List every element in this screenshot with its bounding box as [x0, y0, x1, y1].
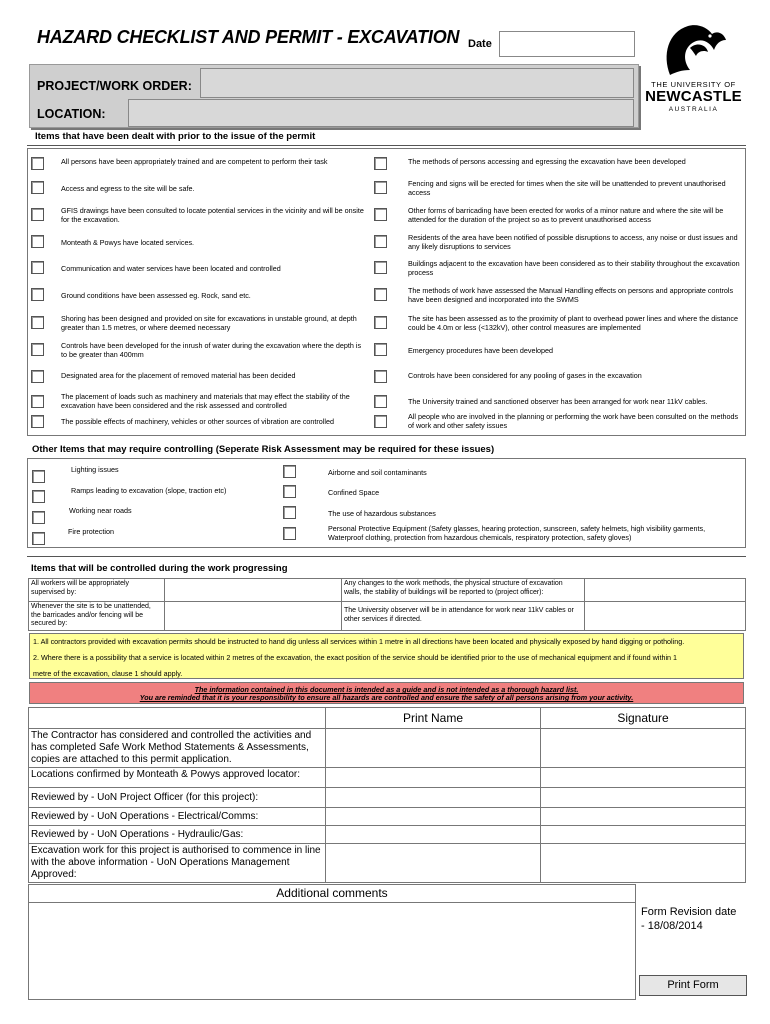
- supervised-field[interactable]: [165, 579, 342, 602]
- note-3: metre of the excavation, clause 1 should apply.: [33, 669, 183, 678]
- checklist-item-left-10: The placement of loads such as machinery and materials that may effect the stability of the excavation have been considered and the risk assessed and controlled: [61, 392, 350, 410]
- print-name-field[interactable]: [326, 844, 541, 883]
- checkbox-right-4[interactable]: [374, 235, 387, 248]
- date-field[interactable]: [499, 31, 635, 57]
- checkbox-left-1[interactable]: [31, 157, 44, 170]
- checklist-item-left-5: Communication and water services have been located and controlled: [61, 263, 281, 273]
- other-checkbox-right-2[interactable]: [283, 485, 296, 498]
- other-checkbox-left-2[interactable]: [32, 490, 45, 503]
- checkbox-right-10[interactable]: [374, 395, 387, 408]
- checklist-item-right-3: Other forms of barricading have been erected for works of a minor nature and where the site will be attended for the duration of the project so as to prevent unauthorised access: [408, 206, 724, 224]
- checkbox-left-8[interactable]: [31, 343, 44, 356]
- other-item-left-2: Ramps leading to excavation (slope, traction etc): [71, 486, 227, 495]
- signature-field[interactable]: [541, 808, 746, 826]
- project-field[interactable]: [200, 68, 634, 98]
- signoff-row-project-officer: Reviewed by - UoN Project Officer (for this project):: [29, 788, 326, 808]
- other-checkbox-right-3[interactable]: [283, 506, 296, 519]
- checkbox-left-7[interactable]: [31, 316, 44, 329]
- project-label: PROJECT/WORK ORDER:: [37, 79, 192, 93]
- location-field[interactable]: [128, 99, 634, 127]
- signoff-row-contractor: The Contractor has considered and controlled the activities and has completed Safe Work Method Statements & Assessments, copies are attached to this permit application.: [29, 729, 326, 768]
- print-name-field[interactable]: [326, 826, 541, 844]
- checkbox-left-2[interactable]: [31, 181, 44, 194]
- checkbox-left-3[interactable]: [31, 208, 44, 221]
- revision-date: [641, 905, 736, 933]
- signature-field[interactable]: [541, 768, 746, 788]
- checkbox-right-6[interactable]: [374, 288, 387, 301]
- logo-line2: NEWCASTLE: [645, 88, 742, 105]
- checklist-item-right-9: Controls have been considered for any pooling of gases in the excavation: [408, 370, 642, 380]
- signoff-row-hydraulic: Reviewed by - UoN Operations - Hydraulic/Gas:: [29, 826, 326, 844]
- other-item-right-4: Personal Protective Equipment (Safety glasses, hearing protection, sunscreen, safety helmets, high visibility garments, Waterproof clothing, protection from hazardous chemicals, respiratory protection, safety gloves): [328, 524, 706, 542]
- checklist-item-left-4: Monteath & Powys have located services.: [61, 237, 195, 247]
- supervised-label: All workers will be appropriately supervised by:: [29, 579, 165, 602]
- observer-label: The University observer will be in attendance for work near 11kV cables or other services if directed.: [342, 602, 585, 631]
- comments-field[interactable]: [29, 903, 635, 999]
- checkbox-right-8[interactable]: [374, 343, 387, 356]
- other-checkbox-left-1[interactable]: [32, 470, 45, 483]
- unattended-field[interactable]: [165, 602, 342, 631]
- comments-heading: Additional comments: [29, 885, 635, 903]
- observer-field[interactable]: [585, 602, 746, 631]
- changes-field[interactable]: [585, 579, 746, 602]
- checklist-item-left-8: Controls have been developed for the inrush of water during the excavation where the depth is to be greater than 400mm: [61, 341, 362, 359]
- checklist-item-left-6: Ground conditions have been assessed eg. Rock, sand etc.: [61, 290, 251, 300]
- other-checkbox-right-1[interactable]: [283, 465, 296, 478]
- warning-line1: The information contained in this document is intended as a guide and is not intended as a thorough hazard list.: [194, 685, 579, 694]
- checklist-item-right-1: The methods of persons accessing and egressing the excavation have been developed: [408, 157, 686, 166]
- signature-field[interactable]: [541, 729, 746, 768]
- logo-line1: THE UNIVERSITY OF: [651, 80, 736, 89]
- section2-heading: Other Items that may require controlling (Seperate Risk Assessment may be required for these issues): [32, 444, 495, 455]
- date-label: Date: [468, 38, 492, 50]
- university-logo-icon: [660, 20, 730, 82]
- print-name-field[interactable]: [326, 768, 541, 788]
- signoff-row-locator: Locations confirmed by Monteath & Powys approved locator:: [29, 768, 326, 788]
- checkbox-right-2[interactable]: [374, 181, 387, 194]
- signature-header: Signature: [541, 708, 746, 729]
- other-checkbox-right-4[interactable]: [283, 527, 296, 540]
- section1-heading: Items that have been dealt with prior to the issue of the permit: [35, 131, 316, 142]
- print-name-field[interactable]: [326, 729, 541, 768]
- checkbox-right-5[interactable]: [374, 261, 387, 274]
- project-header-box: [29, 64, 639, 128]
- checklist-item-left-2: Access and egress to the site will be safe.: [61, 183, 195, 193]
- location-label: LOCATION:: [37, 107, 106, 121]
- checklist-item-right-11: All people who are involved in the planning or performing the work have been consulted on the methods of work and other safety issues: [408, 412, 739, 430]
- page-title: HAZARD CHECKLIST AND PERMIT - EXCAVATION: [37, 27, 460, 47]
- print-form-button[interactable]: Print Form: [639, 975, 747, 996]
- checkbox-right-11[interactable]: [374, 415, 387, 428]
- checkbox-right-3[interactable]: [374, 208, 387, 221]
- checklist-item-right-10: The University trained and sanctioned observer has been arranged for work near 11kV cables.: [408, 396, 708, 406]
- checkbox-left-6[interactable]: [31, 288, 44, 301]
- signoff-table: [28, 707, 746, 883]
- signature-field[interactable]: [541, 826, 746, 844]
- checkbox-left-4[interactable]: [31, 235, 44, 248]
- checkbox-right-7[interactable]: [374, 316, 387, 329]
- checklist-item-right-2: Fencing and signs will be erected for times when the site will be unattended to prevent unauthorised access: [408, 179, 726, 197]
- checklist-item-right-8: Emergency procedures have been developed: [408, 345, 554, 355]
- warning-box: [29, 682, 744, 704]
- checklist-item-right-6: The methods of work have assessed the Manual Handling effects on persons and appropriate controls have been designed and incorporated into the SWMS: [408, 286, 734, 304]
- other-item-left-3: Working near roads: [69, 506, 132, 515]
- checklist-item-left-11: The possible effects of machinery, vehicles or other sources of vibration are controlled: [61, 416, 334, 426]
- checklist-item-left-9: Designated area for the placement of removed material has been decided: [61, 370, 296, 380]
- comments-box: [28, 884, 636, 1000]
- section3-heading: Items that will be controlled during the work progressing: [31, 563, 288, 574]
- notes-box: [29, 633, 744, 679]
- checklist-item-left-1: All persons have been appropriately trained and are competent to perform their task: [61, 157, 328, 166]
- checkbox-right-9[interactable]: [374, 370, 387, 383]
- print-name-field[interactable]: [326, 788, 541, 808]
- logo-line3: AUSTRALIA: [668, 106, 719, 113]
- checkbox-left-5[interactable]: [31, 261, 44, 274]
- note-1: 1. All contractors provided with excavation permits should be instructed to hand dig unless all services within 1 metre in all directions have been located and physically exposed by hand digging or potholing.: [33, 637, 685, 646]
- other-item-right-3: The use of hazardous substances: [328, 509, 436, 518]
- signoff-row-authorised: Excavation work for this project is authorised to commence in line with the above information - UoN Operations Management Approved:: [29, 844, 326, 883]
- checklist-item-right-7: The site has been assessed as to the proximity of plant to overhead power lines and where the distance could be 4.0m or less (<132kV), other control measures are implemented: [408, 314, 739, 332]
- warning-line2: You are reminded that it is your responsibility to ensure all hazards are controlled and ensure the safety of all persons arising from your activity.: [139, 693, 634, 702]
- checkbox-left-11[interactable]: [31, 415, 44, 428]
- note-2: 2. Where there is a possibility that a service is located within 2 metres of the excavation, the exact position of the service should be identified prior to the use of mechanical equipment and if found within 1: [33, 653, 678, 662]
- other-item-right-1: Airborne and soil contaminants: [328, 468, 427, 477]
- checkbox-right-1[interactable]: [374, 157, 387, 170]
- revision-line2: - 18/08/2014: [641, 920, 703, 932]
- other-item-right-2: Confined Space: [328, 488, 380, 497]
- checklist-item-right-4: Residents of the area have been notified of possible disruptions to access, any noise or dust issues and any likely disruptions to services: [408, 233, 738, 251]
- print-name-field[interactable]: [326, 808, 541, 826]
- print-name-header: Print Name: [326, 708, 541, 729]
- signoff-row-electrical: Reviewed by - UoN Operations - Electrical/Comms:: [29, 808, 326, 826]
- unattended-label: Whenever the site is to be unattended, the barricades and/or fencing will be secured by:: [29, 602, 165, 631]
- checkbox-left-10[interactable]: [31, 395, 44, 408]
- checklist-item-left-7: Shoring has been designed and provided on site for excavations in unstable ground, at depth greater than 1.5 metres, or where deemed necessary: [61, 314, 357, 332]
- checklist-item-right-5: Buildings adjacent to the excavation have been considered as to their stability throughout the excavation process: [408, 259, 740, 277]
- revision-line1: Form Revision date: [641, 906, 737, 918]
- other-item-left-1: Lighting issues: [71, 465, 119, 474]
- other-checkbox-left-4[interactable]: [32, 532, 45, 545]
- other-checkbox-left-3[interactable]: [32, 511, 45, 524]
- signature-field[interactable]: [541, 844, 746, 883]
- controls-table: [28, 578, 746, 631]
- checkbox-left-9[interactable]: [31, 370, 44, 383]
- changes-label: Any changes to the work methods, the physical structure of excavation walls, the stability of buildings will be reported to (project officer):: [342, 579, 585, 602]
- other-item-left-4: Fire protection: [68, 527, 114, 536]
- signature-field[interactable]: [541, 788, 746, 808]
- checklist-item-left-3: GFIS drawings have been consulted to locate potential services in the vicinity and will be onsite for the excavation.: [61, 206, 364, 224]
